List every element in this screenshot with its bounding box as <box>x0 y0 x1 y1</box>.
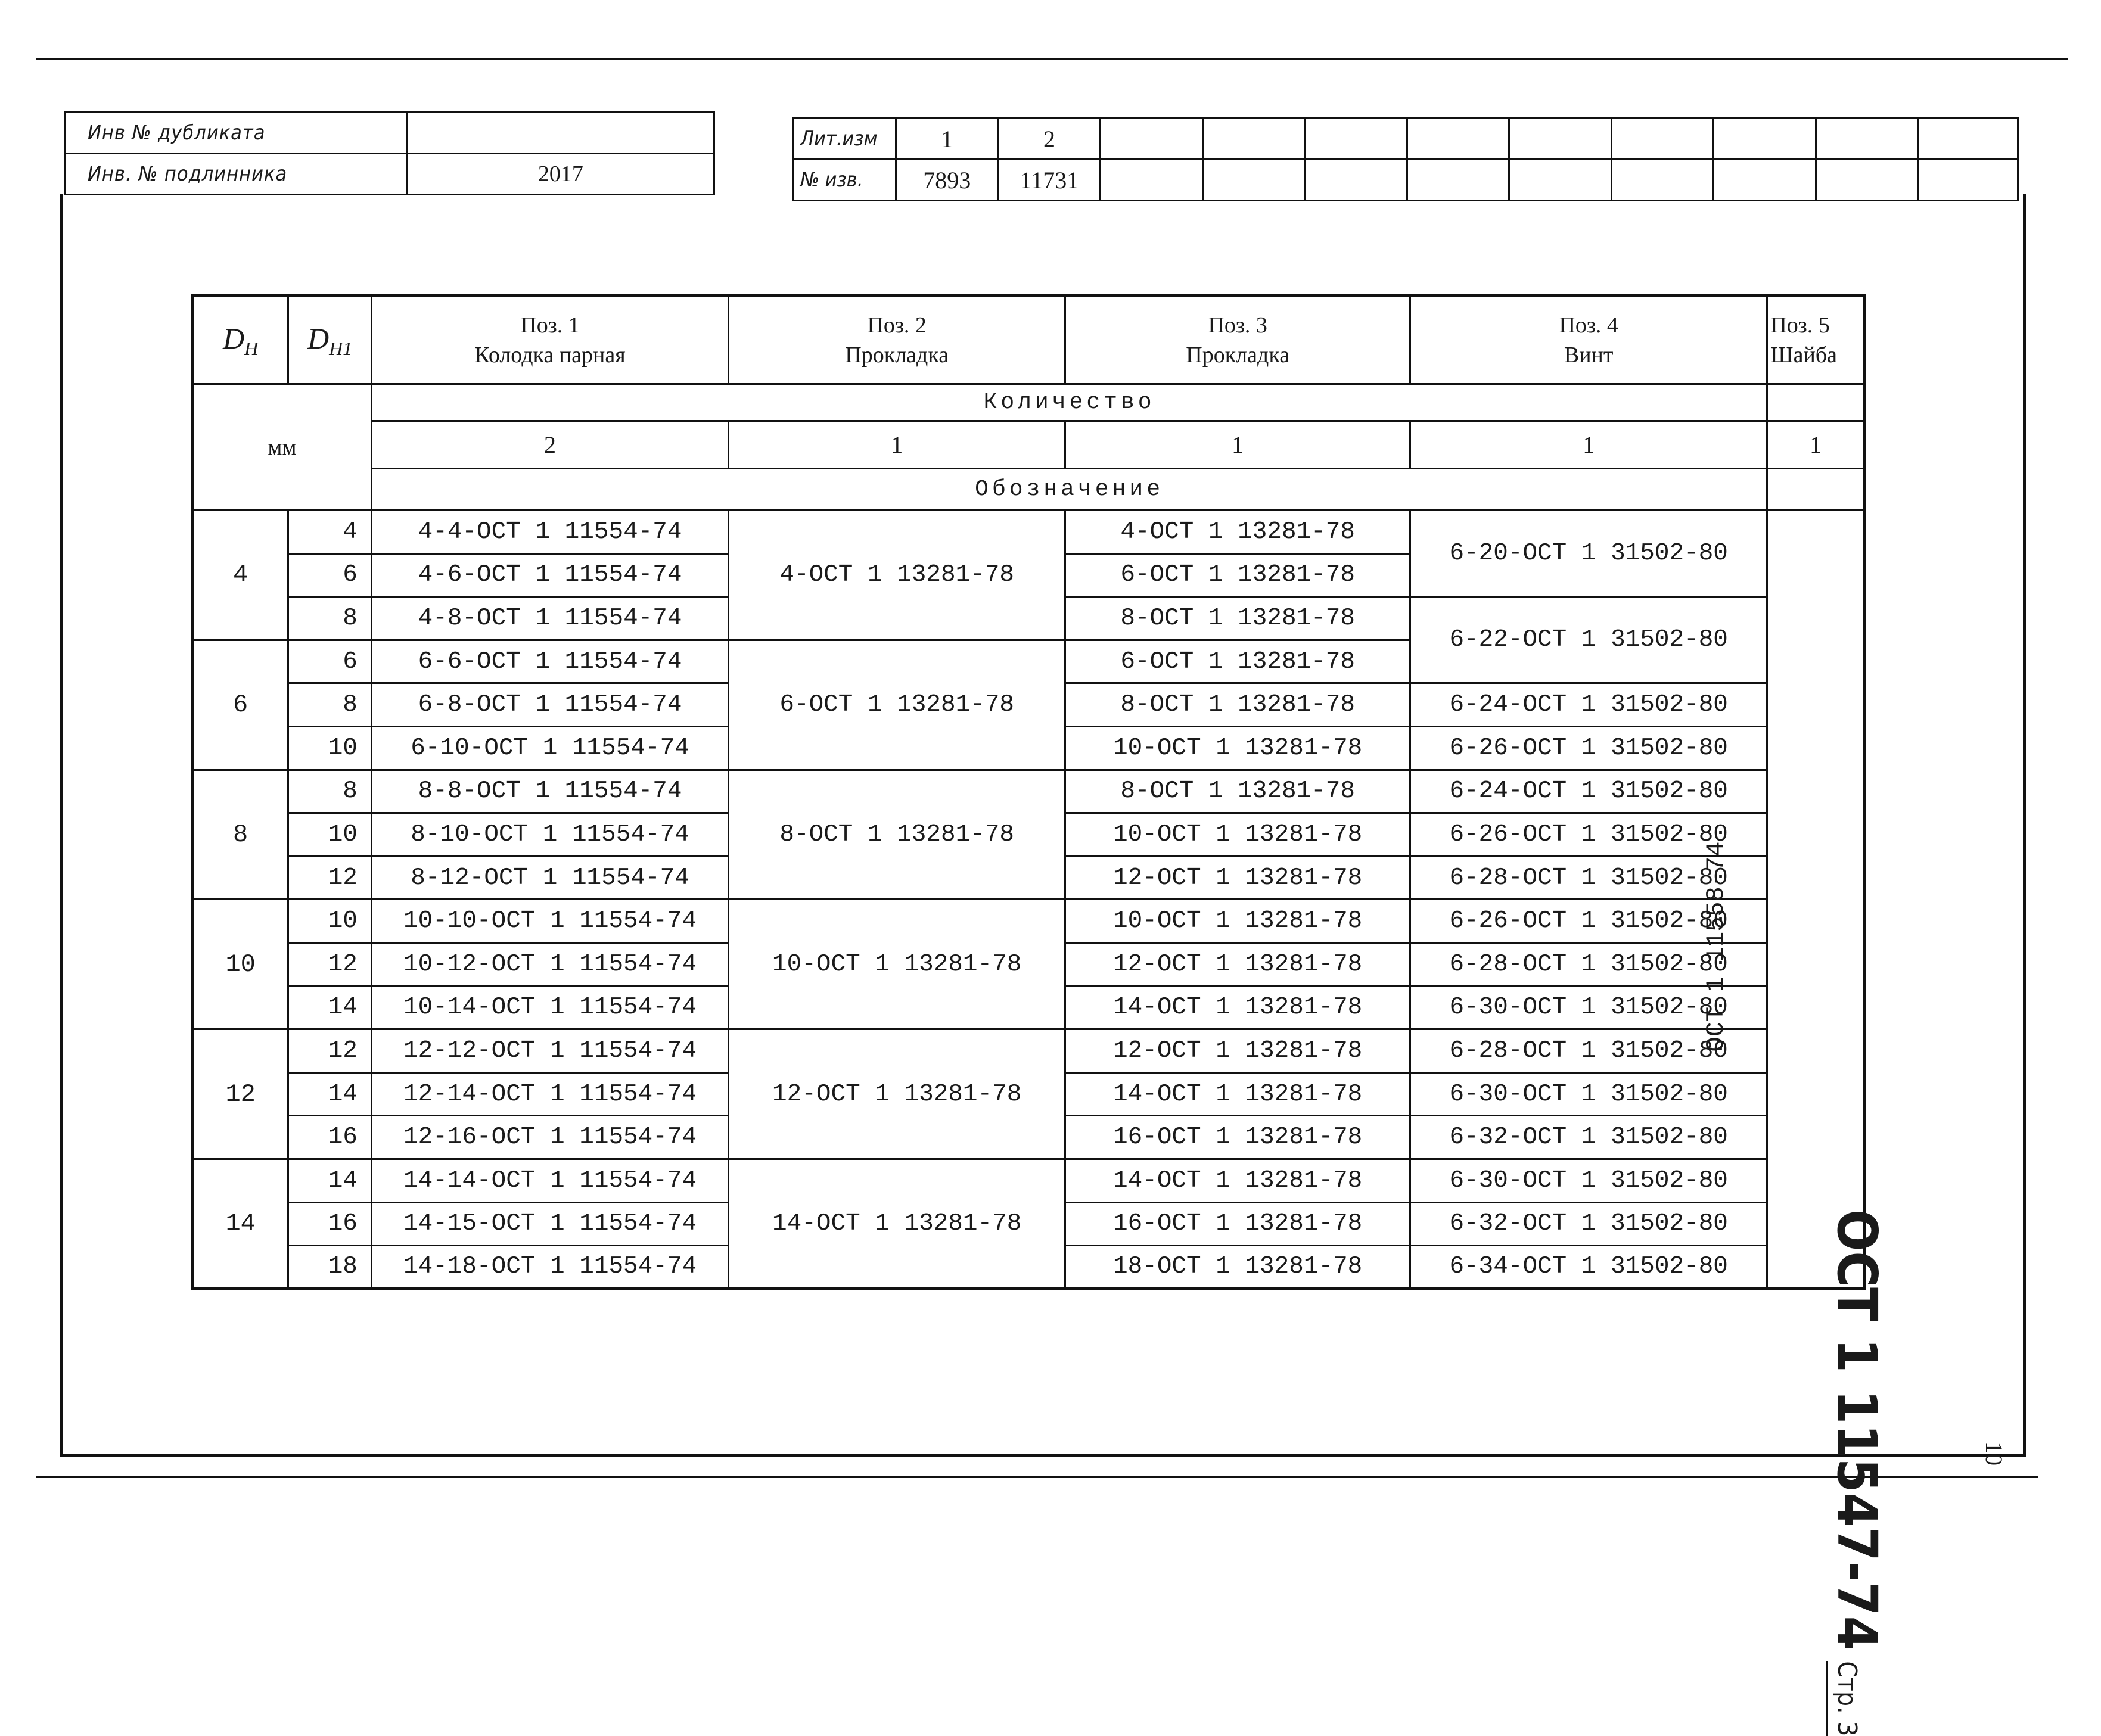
change-notice-label: № изв. <box>794 160 896 201</box>
dn1-cell: 14 <box>288 1072 372 1116</box>
revision-letter-cell <box>1101 119 1203 160</box>
change-notice-cell <box>1918 160 2018 201</box>
pos2-cell: 6-ОСТ 1 13281-78 <box>729 640 1065 770</box>
pos3-cell: 12-ОСТ 1 13281-78 <box>1065 942 1410 986</box>
header-pos5: Поз. 5 Шайба <box>1767 296 1865 384</box>
pos4-cell: 6-32-ОСТ 1 31502-80 <box>1410 1116 1767 1159</box>
pos4-cell: 6-22-ОСТ 1 31502-80 <box>1410 597 1767 683</box>
dn1-cell: 10 <box>288 900 372 943</box>
pos2-cell: 10-ОСТ 1 13281-78 <box>729 900 1065 1029</box>
pos4-cell: 6-20-ОСТ 1 31502-80 <box>1410 511 1767 597</box>
dn-cell: 14 <box>192 1159 288 1289</box>
pos1-cell: 8-10-ОСТ 1 11554-74 <box>371 813 728 857</box>
header-dn1: $D_{H1}$ <box>288 296 372 384</box>
pos1-cell: 12-12-ОСТ 1 11554-74 <box>371 1029 728 1073</box>
dn1-cell: 12 <box>288 942 372 986</box>
pos1-cell: 8-12-ОСТ 1 11554-74 <box>371 856 728 900</box>
pos3-cell: 10-ОСТ 1 13281-78 <box>1065 900 1410 943</box>
dn1-cell: 14 <box>288 986 372 1029</box>
table-row <box>192 1029 1865 1073</box>
pos4-cell: 6-26-ОСТ 1 31502-80 <box>1410 900 1767 943</box>
dn1-cell: 14 <box>288 1159 372 1202</box>
revision-letter-cell: 1 <box>896 119 998 160</box>
header-pos2: Поз. 2 Прокладка <box>729 296 1065 384</box>
header-pos3: Поз. 3 Прокладка <box>1065 296 1410 384</box>
pos3-cell: 16-ОСТ 1 13281-78 <box>1065 1202 1410 1246</box>
quantity-band-pos5 <box>1767 384 1865 421</box>
revision-letter-label: Лит.изм <box>794 119 896 160</box>
units-cell: мм <box>192 384 372 511</box>
pos1-cell: 12-16-ОСТ 1 11554-74 <box>371 1116 728 1159</box>
pos4-cell: 6-26-ОСТ 1 31502-80 <box>1410 726 1767 770</box>
duplicate-inventory-label: Инв № дубликата <box>66 113 408 154</box>
document-code <box>1817 1209 1889 1736</box>
specification-table <box>191 294 1866 1290</box>
pos1-cell: 4-4-ОСТ 1 11554-74 <box>371 511 728 554</box>
pos3-cell: 12-ОСТ 1 13281-78 <box>1065 856 1410 900</box>
pos4-cell: 6-28-ОСТ 1 31502-80 <box>1410 856 1767 900</box>
change-notice-cell: 11731 <box>998 160 1101 201</box>
dn1-cell: 8 <box>288 597 372 640</box>
table-row <box>192 900 1865 943</box>
pos1-cell: 4-8-ОСТ 1 11554-74 <box>371 597 728 640</box>
pos1-cell: 6-10-ОСТ 1 11554-74 <box>371 726 728 770</box>
pos3-cell: 14-ОСТ 1 13281-78 <box>1065 986 1410 1029</box>
designation-band-pos5 <box>1767 469 1865 511</box>
dn1-cell: 12 <box>288 856 372 900</box>
pos1-cell: 6-8-ОСТ 1 11554-74 <box>371 683 728 727</box>
designation-band: Обозначение <box>371 469 1767 511</box>
dn-cell: 12 <box>192 1029 288 1159</box>
pos3-cell: 14-ОСТ 1 13281-78 <box>1065 1159 1410 1202</box>
pos4-cell: 6-24-ОСТ 1 31502-80 <box>1410 770 1767 813</box>
page-label: Стр. 3 <box>1826 1661 1862 1736</box>
dn-cell: 4 <box>192 511 288 640</box>
table-row <box>192 770 1865 813</box>
pos1-cell: 14-18-ОСТ 1 11554-74 <box>371 1246 728 1289</box>
dn1-cell: 6 <box>288 640 372 683</box>
pos3-cell: 8-ОСТ 1 13281-78 <box>1065 770 1410 813</box>
pos4-cell: 6-32-ОСТ 1 31502-80 <box>1410 1202 1767 1246</box>
dn1-cell: 10 <box>288 813 372 857</box>
pos4-cell: 6-34-ОСТ 1 31502-80 <box>1410 1246 1767 1289</box>
sheet-number: 10 <box>1981 1442 2007 1466</box>
revision-letter-cell <box>1611 119 1714 160</box>
bottom-rule <box>36 1476 2038 1478</box>
change-notice-cell <box>1101 160 1203 201</box>
qty-pos2: 1 <box>729 421 1065 469</box>
change-notice-cell <box>1509 160 1612 201</box>
change-notice-cell <box>1714 160 1816 201</box>
pos2-cell: 8-ОСТ 1 13281-78 <box>729 770 1065 900</box>
dn1-cell: 8 <box>288 770 372 813</box>
pos5-designation: ОСТ 1 11558-74 <box>1702 841 1730 1052</box>
pos1-cell: 12-14-ОСТ 1 11554-74 <box>371 1072 728 1116</box>
pos4-cell: 6-28-ОСТ 1 31502-80 <box>1410 942 1767 986</box>
original-inventory-label: Инв. № подлинника <box>66 154 408 195</box>
qty-pos5: 1 <box>1767 421 1865 469</box>
pos4-cell: 6-30-ОСТ 1 31502-80 <box>1410 1072 1767 1116</box>
pos3-cell: 18-ОСТ 1 13281-78 <box>1065 1246 1410 1289</box>
dn1-cell: 8 <box>288 683 372 727</box>
dn1-cell: 16 <box>288 1116 372 1159</box>
revision-letter-cell <box>1305 119 1407 160</box>
change-notice-cell: 7893 <box>896 160 998 201</box>
revision-letter-cell <box>1714 119 1816 160</box>
change-notice-cell <box>1407 160 1509 201</box>
pos4-cell: 6-30-ОСТ 1 31502-80 <box>1410 1159 1767 1202</box>
pos1-cell: 8-8-ОСТ 1 11554-74 <box>371 770 728 813</box>
pos1-cell: 10-10-ОСТ 1 11554-74 <box>371 900 728 943</box>
pos2-cell: 4-ОСТ 1 13281-78 <box>729 511 1065 640</box>
qty-pos3: 1 <box>1065 421 1410 469</box>
pos2-cell: 12-ОСТ 1 13281-78 <box>729 1029 1065 1159</box>
pos4-cell: 6-26-ОСТ 1 31502-80 <box>1410 813 1767 857</box>
pos3-cell: 14-ОСТ 1 13281-78 <box>1065 1072 1410 1116</box>
original-inventory-value: 2017 <box>407 154 714 195</box>
pos1-cell: 6-6-ОСТ 1 11554-74 <box>371 640 728 683</box>
pos1-cell: 14-15-ОСТ 1 11554-74 <box>371 1202 728 1246</box>
pos4-cell: 6-24-ОСТ 1 31502-80 <box>1410 683 1767 727</box>
table-row <box>192 1159 1865 1202</box>
pos3-cell: 4-ОСТ 1 13281-78 <box>1065 511 1410 554</box>
dn-cell: 10 <box>192 900 288 1029</box>
pos3-cell: 12-ОСТ 1 13281-78 <box>1065 1029 1410 1073</box>
qty-pos4: 1 <box>1410 421 1767 469</box>
revision-letter-cell <box>1816 119 1918 160</box>
revision-letter-cell <box>1407 119 1509 160</box>
revision-letter-cell <box>1202 119 1305 160</box>
pos5-cell <box>1767 511 1865 1289</box>
pos4-cell: 6-28-ОСТ 1 31502-80 <box>1410 1029 1767 1073</box>
change-notice-cell <box>1816 160 1918 201</box>
pos2-cell: 14-ОСТ 1 13281-78 <box>729 1159 1065 1289</box>
revision-letter-cell <box>1918 119 2018 160</box>
dn1-cell: 6 <box>288 553 372 597</box>
pos3-cell: 6-ОСТ 1 13281-78 <box>1065 553 1410 597</box>
change-notice-cell <box>1611 160 1714 201</box>
header-dn: $D_H$ <box>192 296 288 384</box>
pos4-cell: 6-30-ОСТ 1 31502-80 <box>1410 986 1767 1029</box>
pos1-cell: 14-14-ОСТ 1 11554-74 <box>371 1159 728 1202</box>
quantity-band: Количество <box>371 384 1767 421</box>
qty-pos1: 2 <box>371 421 728 469</box>
pos3-cell: 8-ОСТ 1 13281-78 <box>1065 597 1410 640</box>
duplicate-inventory-value <box>407 113 714 154</box>
change-notice-cell <box>1202 160 1305 201</box>
dn1-cell: 10 <box>288 726 372 770</box>
header-pos4: Поз. 4 Винт <box>1410 296 1767 384</box>
revision-letter-cell: 2 <box>998 119 1101 160</box>
dn-cell: 6 <box>192 640 288 770</box>
pos1-cell: 10-14-ОСТ 1 11554-74 <box>371 986 728 1029</box>
pos3-cell: 10-ОСТ 1 13281-78 <box>1065 726 1410 770</box>
stamp-inventory <box>64 111 715 195</box>
pos3-cell: 10-ОСТ 1 13281-78 <box>1065 813 1410 857</box>
stamp-revisions <box>792 117 2019 201</box>
pos3-cell: 8-ОСТ 1 13281-78 <box>1065 683 1410 727</box>
header-pos1: Поз. 1 Колодка парная <box>371 296 728 384</box>
dn1-cell: 12 <box>288 1029 372 1073</box>
pos3-cell: 16-ОСТ 1 13281-78 <box>1065 1116 1410 1159</box>
dn1-cell: 18 <box>288 1246 372 1289</box>
pos1-cell: 4-6-ОСТ 1 11554-74 <box>371 553 728 597</box>
dn1-cell: 4 <box>288 511 372 554</box>
change-notice-cell <box>1305 160 1407 201</box>
document-code-text: ОСТ 1 11547-74 <box>1825 1209 1889 1651</box>
top-rule <box>36 58 2068 60</box>
pos3-cell: 6-ОСТ 1 13281-78 <box>1065 640 1410 683</box>
dn-cell: 8 <box>192 770 288 900</box>
pos1-cell: 10-12-ОСТ 1 11554-74 <box>371 942 728 986</box>
table-row <box>192 511 1865 554</box>
revision-letter-cell <box>1509 119 1612 160</box>
dn1-cell: 16 <box>288 1202 372 1246</box>
